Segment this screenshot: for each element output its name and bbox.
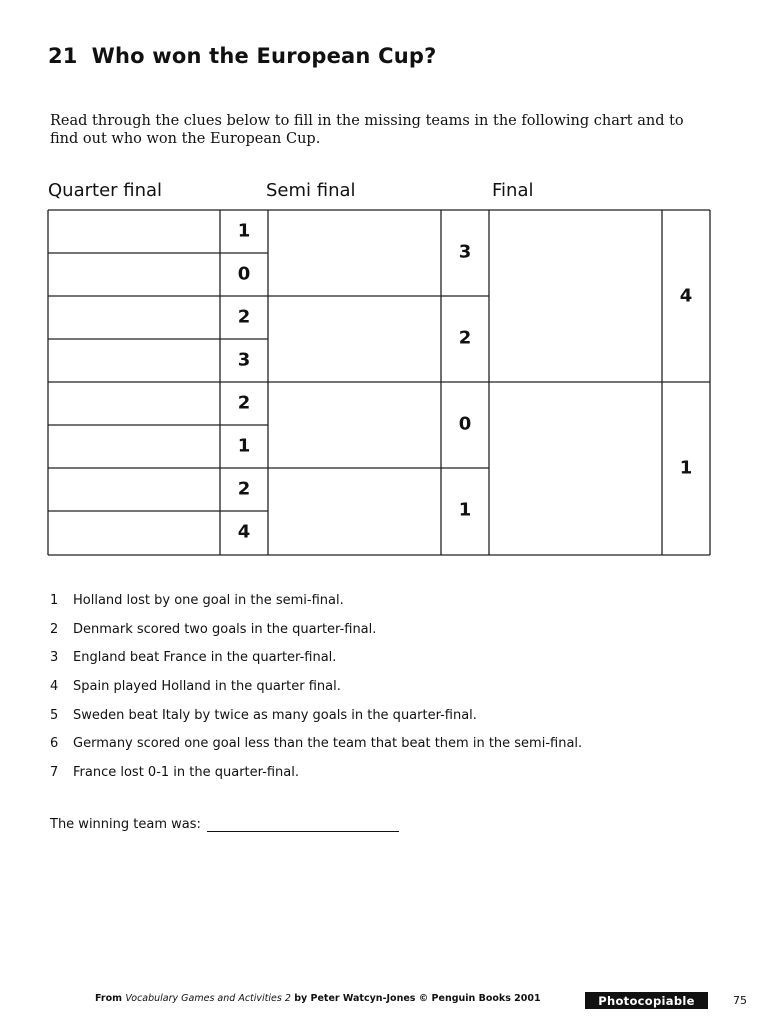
qf-score-4: 3 — [237, 349, 251, 371]
sf-score-4: 1 — [458, 499, 472, 521]
clue-text: France lost 0-1 in the quarter-final. — [73, 764, 299, 780]
final-score-1: 4 — [679, 285, 693, 307]
clue-number: 5 — [50, 707, 59, 723]
clue-number: 4 — [50, 678, 59, 694]
activity-number: 21 — [48, 44, 78, 68]
clue-number: 6 — [50, 736, 59, 752]
clue-number: 2 — [50, 621, 59, 637]
clue-text: Denmark scored two goals in the quarter-final. — [73, 621, 377, 637]
sf-score-1: 3 — [458, 241, 472, 263]
qf-score-7: 2 — [237, 478, 251, 500]
source-credit — [95, 993, 541, 1004]
clue-number: 3 — [50, 650, 59, 666]
qf-score-6: 1 — [237, 435, 251, 457]
answer-label: The winning team was: — [50, 817, 201, 832]
clue-list — [50, 586, 582, 787]
heading-final: Final — [492, 180, 534, 201]
title-text: Who won the European Cup? — [91, 44, 437, 68]
clue-number: 1 — [50, 592, 59, 608]
bracket-lines — [48, 210, 710, 555]
page-number: 75 — [733, 994, 747, 1007]
clue-text: England beat France in the quarter-final. — [73, 650, 337, 666]
clue-item — [50, 615, 582, 644]
clue-item — [50, 758, 582, 787]
credit-suffix: by Peter Watcyn-Jones © Penguin Books 2001 — [294, 993, 541, 1004]
clue-item — [50, 729, 582, 758]
clue-text: Sweden beat Italy by twice as many goals in the quarter-final. — [73, 707, 477, 723]
clue-item — [50, 586, 582, 615]
instructions: Read through the clues below to fill in the missing teams in the following chart and to find out who won the European Cup. — [50, 113, 684, 147]
qf-score-5: 2 — [237, 392, 251, 414]
heading-quarter-final: Quarter final — [48, 180, 163, 201]
sf-score-3: 0 — [458, 413, 472, 435]
clue-text: Holland lost by one goal in the semi-final. — [73, 592, 344, 608]
final-score-2: 1 — [679, 457, 693, 479]
answer-blank[interactable] — [207, 817, 399, 832]
clue-number: 7 — [50, 764, 59, 780]
answer-row — [50, 817, 399, 832]
sf-score-2: 2 — [458, 327, 472, 349]
clue-item — [50, 672, 582, 701]
clue-text: Germany scored one goal less than the team that beat them in the semi-final. — [73, 736, 583, 752]
qf-score-1: 1 — [237, 220, 251, 242]
qf-score-3: 2 — [237, 306, 251, 328]
photocopiable-badge: Photocopiable — [585, 992, 708, 1009]
clue-text: Spain played Holland in the quarter final. — [73, 678, 341, 694]
clue-item — [50, 643, 582, 672]
qf-score-8: 4 — [237, 521, 251, 543]
qf-score-2: 0 — [237, 263, 251, 285]
heading-semi-final: Semi final — [266, 180, 356, 201]
clue-item — [50, 701, 582, 730]
credit-prefix: From — [95, 993, 122, 1004]
book-title: Vocabulary Games and Activities 2 — [125, 993, 291, 1004]
